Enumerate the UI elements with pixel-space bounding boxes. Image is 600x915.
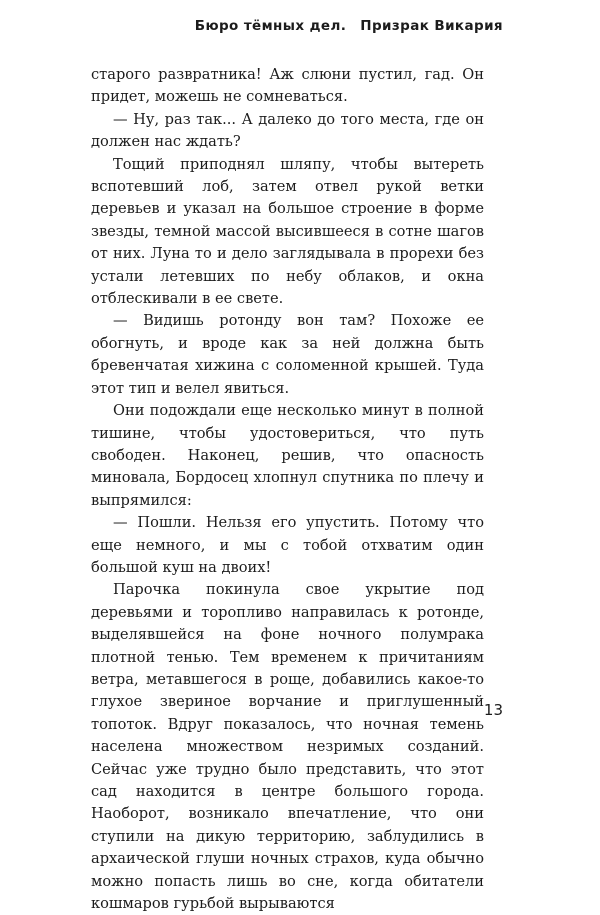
running-head xyxy=(195,18,503,34)
book-subtitle: Призрак Викария xyxy=(360,18,503,34)
paragraph: Они подождали еще несколько минут в полной тишине, чтобы удостовериться, что путь свободен. Наконец, решив, что опасность миновала, Бордосец хлопнул спутника по плечу и выпрямился: xyxy=(91,402,484,509)
paragraph: Парочка покинула свое укрытие под деревьями и торопливо направилась к ротонде, выделявшейся на фоне ночного полумрака плотной тенью. Тем временем к причитаниям ветра, метавшегося в роще, добавились какое-то глухое звериное ворчание и приглушенный топоток. Вдруг показалось, что ночная темень населена множеством незримых созданий. Сейчас уже трудно было представить, что этот сад находится в центре большого города. Наоборот, возникало впечатление, что они ступили на дикую территорию, заблудились в архаической глуши ночных страхов, куда обычно можно попасть лишь во сне, когда обитатели кошмаров гурьбой вырываются xyxy=(91,581,484,913)
page-number: 13 xyxy=(483,701,503,719)
paragraph: — Видишь ротонду вон там? Похоже ее обогнуть, и вроде как за ней должна быть бревенчатая хижина с соломенной крышей. Туда этот тип и велел явиться. xyxy=(91,312,484,397)
book-title: Бюро тёмных дел. xyxy=(194,18,347,34)
paragraph: — Ну, раз так... А далеко до того места, где он должен нас ждать? xyxy=(91,110,484,151)
paragraph: Тощий приподнял шляпу, чтобы вытереть вспотевший лоб, затем отвел рукой ветки деревьев и указал на большое строение в форме звезды, темной массой высившееся в сотне шагов от них. Луна то и дело заглядывала в прорехи без устали летевших по небу облаков, и окна отблескивали в ее свете. xyxy=(91,155,484,308)
body-text xyxy=(91,64,484,915)
paragraph: — Пошли. Нельзя его упустить. Потому что еще немного, и мы с тобой отхватим один большой куш на двоих! xyxy=(91,514,484,576)
paragraph: старого развратника! Аж слюни пустил, гад. Он придет, можешь не сомневаться. xyxy=(91,66,484,106)
